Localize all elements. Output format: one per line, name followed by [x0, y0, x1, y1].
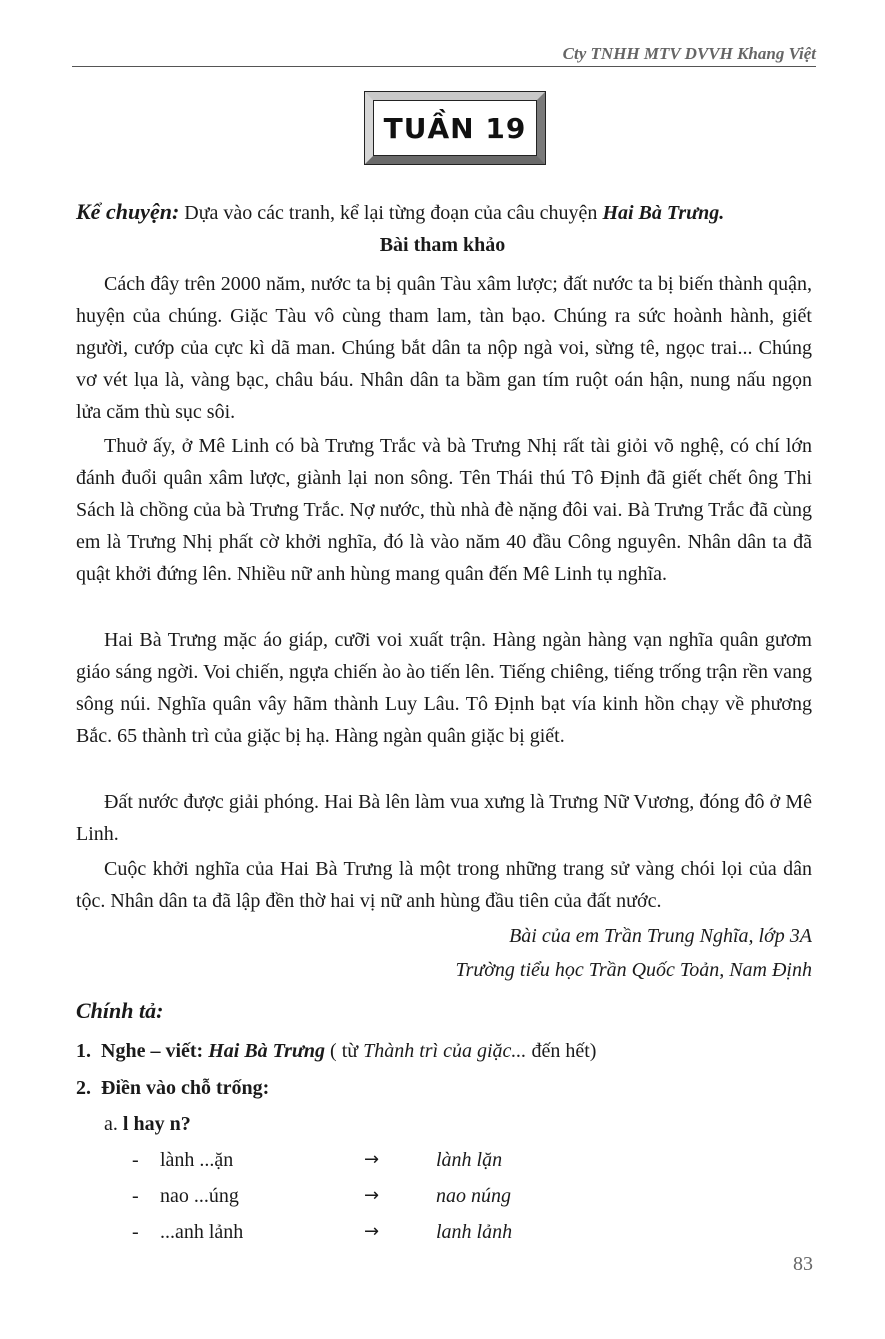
- right-arrow-icon: →: [364, 1185, 380, 1206]
- byline-author: Bài của em Trần Trung Nghĩa, lớp 3A: [509, 925, 812, 947]
- exercise-dash: -: [132, 1185, 139, 1207]
- story-paragraph-5: Cuộc khởi nghĩa của Hai Bà Trưng là một trong những trang sử vàng chói lọi của dân tộc. Nhân dân ta đã lập đền thờ hai vị nữ anh hùng đầu tiên của đất nước.: [76, 858, 812, 912]
- right-arrow-icon: →: [364, 1221, 380, 1242]
- exercise-answer: nao núng: [436, 1185, 511, 1207]
- right-arrow-icon: →: [364, 1149, 380, 1170]
- sub-a-question: l hay n?: [122, 1113, 191, 1135]
- spelling-item-1: [76, 1040, 596, 1063]
- exercise-row: [0, 1185, 885, 1211]
- publisher-header: [72, 44, 816, 67]
- item-1-range: Thành trì của giặc...: [363, 1040, 527, 1062]
- sub-question-a: [104, 1113, 191, 1136]
- reference-subtitle: Bài tham khảo: [379, 234, 506, 256]
- story-paragraph-3: Hai Bà Trưng mặc áo giáp, cưỡi voi xuất trận. Hàng ngàn hàng vạn nghĩa quân gươm giáo sáng ngời. Voi chiến, ngựa chiến ào ào tiến lên. Tiếng chiêng, tiếng trống trận rền vang sông núi. Nghĩa quân vây hãm thành Luy Lâu. Tô Định bạt vía kinh hồn chạy về phương Bắc. 65 thành trì của giặc bị hạ. Hàng ngàn quân giặc bị giết.: [76, 629, 812, 747]
- story-paragraph-2: Thuở ấy, ở Mê Linh có bà Trưng Trắc và bà Trưng Nhị rất tài giỏi võ nghệ, có chí lớn đánh đuổi quân xâm lược, giành lại non sông. Tên Thái thú Tô Định đã giết chết ông Thi Sách là chồng của bà Trưng Trắc. Nợ nước, thù nhà đè nặng đôi vai. Bà Trưng Trắc đã cùng em là Trưng Nhị phất cờ khởi nghĩa, đó là vào năm 40 đầu Công nguyên. Nhân dân ta đã quật khởi đứng lên. Nhiều nữ anh hùng mang quân đến Mê Linh tụ nghĩa.: [76, 435, 812, 585]
- spelling-heading-line: [76, 998, 163, 1024]
- item-2-label: Điền vào chỗ trống:: [101, 1077, 270, 1099]
- exercise-answer: lành lặn: [436, 1149, 503, 1171]
- exercise-dash: -: [132, 1221, 139, 1243]
- story-title: Hai Bà Trưng.: [602, 202, 725, 224]
- spelling-heading: Chính tả:: [76, 998, 164, 1023]
- spelling-item-2: [76, 1077, 269, 1100]
- publisher-name: Cty TNHH MTV DVVH Khang Việt: [562, 44, 816, 63]
- page-number: 83: [793, 1253, 813, 1275]
- week-title-box: [365, 92, 545, 164]
- story-paragraph-1: Cách đây trên 2000 năm, nước ta bị quân Tàu xâm lược; đất nước ta bị biến thành quận, huyện của chúng. Giặc Tàu vô cùng tham lam, tàn bạo. Chúng ra sức hoành hành, giết người, cướp của cực kì dã man. Chúng bắt dân ta nộp ngà voi, sừng tê, ngọc trai... Chúng vơ vét lụa là, vàng bạc, châu báu. Nhân dân ta bầm gan tím ruột oán hận, nung nấu ngọn lửa căm thù sục sôi.: [76, 273, 812, 423]
- byline-school: Trường tiểu học Trần Quốc Toản, Nam Định: [455, 959, 812, 981]
- story-heading: Kể chuyện:: [76, 199, 180, 224]
- item-1-open: ( từ: [330, 1040, 359, 1062]
- item-1-close: đến hết): [531, 1040, 597, 1062]
- story-instruction: Dựa vào các tranh, kể lại từng đoạn của câu chuyện: [184, 202, 598, 224]
- week-title: TUẦN 19: [373, 100, 537, 156]
- story-paragraph-4: Đất nước được giải phóng. Hai Bà lên làm vua xưng là Trưng Nữ Vương, đóng đô ở Mê Linh.: [76, 791, 812, 845]
- item-2-number: 2.: [76, 1077, 91, 1099]
- exercise-dash: -: [132, 1149, 139, 1171]
- sub-a-label: a.: [104, 1113, 118, 1135]
- story-heading-line: [76, 199, 724, 225]
- item-1-number: 1.: [76, 1040, 91, 1062]
- exercise-prompt: nao ...úng: [160, 1185, 239, 1207]
- exercise-row: [0, 1221, 885, 1247]
- exercise-row: [0, 1149, 885, 1175]
- exercise-prompt: lành ...ặn: [160, 1149, 234, 1171]
- exercise-answer: lanh lảnh: [436, 1221, 513, 1243]
- item-1-label: Nghe – viết:: [101, 1040, 204, 1062]
- item-1-title: Hai Bà Trưng: [208, 1040, 326, 1062]
- exercise-prompt: ...anh lảnh: [160, 1221, 244, 1243]
